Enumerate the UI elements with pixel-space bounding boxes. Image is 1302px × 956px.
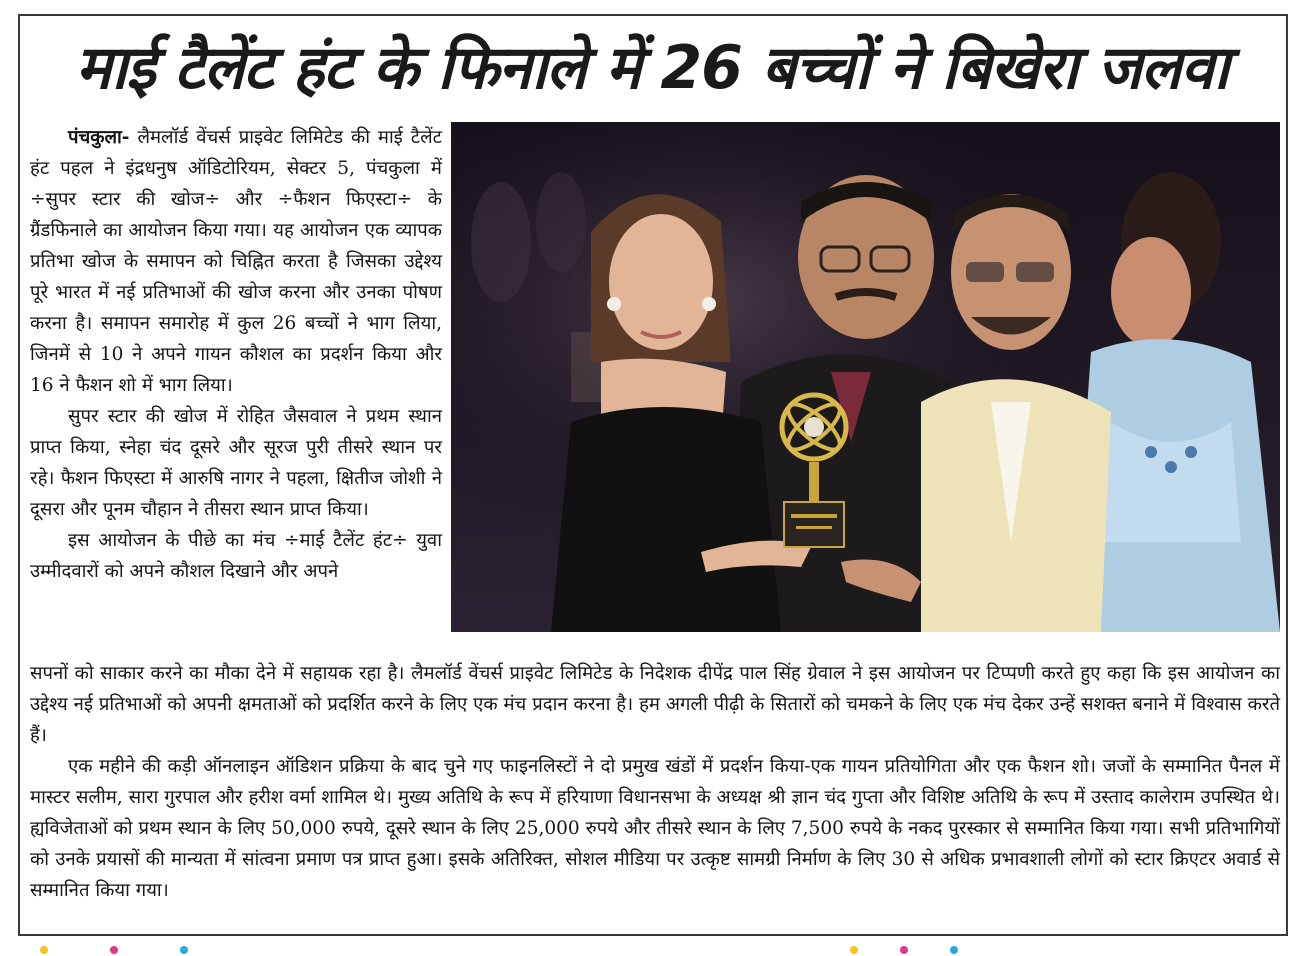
registration-dot: [900, 946, 908, 954]
registration-dot: [850, 946, 858, 954]
registration-dot: [110, 946, 118, 954]
registration-dot: [40, 946, 48, 954]
paragraph-2: सुपर स्टार की खोज में रोहित जैसवाल ने प्रथम स्थान प्राप्त किया, स्नेहा चंद दूसरे और सूरज पुरी तीसरे स्थान पर रहे। फैशन फिएस्टा में आरुषि नागर ने पहला, क्षितीज जोशी ने दूसरा और पूनम चौहान ने तीसरा स्थान प्राप्त किया।: [30, 406, 442, 520]
paragraph-3: इस आयोजन के पीछे का मंच ÷माई टैलेंट हंट÷ युवा उम्मीदवारों को अपने कौशल दिखाने और अपने: [30, 530, 442, 582]
headline: माई टैलेंट हंट के फिनाले में 26 बच्चों ने बिखेरा जलवा: [75, 33, 1229, 103]
paragraph-3-continued: सपनों को साकार करने का मौका देने में सहायक रहा है। लैमलॉर्ड वेंचर्स प्राइवेट लिमिटेड के निदेशक दीपेंद्र पाल सिंह ग्रेवाल ने इस आयोजन पर टिप्पणी करते हुए कहा कि इस आयोजन का उद्देश्य नई प्रतिभाओं को अपनी क्षमताओं को प्रदर्शित करने के लिए एक मंच प्रदान करना है। हम अगली पीढ़ी के सितारों को चमकने के लिए एक मंच देकर उन्हें सशक्त बनाने में विश्वास करते हैं।: [30, 663, 1280, 746]
article-column-left: [30, 122, 442, 587]
paragraph-1-text: लैमलॉर्ड वेंचर्स प्राइवेट लिमिटेड की माई टैलेंट हंट पहल ने इंद्रधनुष ऑडिटोरियम, सेक्टर 5, पंचकुला में ÷सुपर स्टार की खोज÷ और ÷फैशन फिएस्टा÷ के ग्रैंडफिनाले का आयोजन किया गया। यह आयोजन एक व्यापक प्रतिभा खोज के समापन को चिह्नित करता है जिसका उद्देश्य पूरे भारत में नई प्रतिभाओं की खोज करना और उनका पोषण करना है। समापन समारोह में कुल 26 बच्चों ने भाग लिया, जिनमें से 10 ने अपने गायन कौशल का प्रदर्शन किया और 16 ने फैशन शो में भाग लिया।: [30, 127, 442, 396]
registration-dot: [950, 946, 958, 954]
registration-dot: [180, 946, 188, 954]
award-ceremony-photo: [451, 122, 1280, 632]
photo-illustration: [451, 122, 1280, 632]
paragraph-1: [30, 122, 442, 401]
article-column-wide: [30, 658, 1280, 906]
registration-marks: [0, 944, 1302, 956]
paragraph-4: एक महीने की कड़ी ऑनलाइन ऑडिशन प्रक्रिया के बाद चुने गए फाइनलिस्टों ने दो प्रमुख खंडों में प्रदर्शन किया-एक गायन प्रतियोगिता और एक फैशन शो। जजों के सम्मानित पैनल में मास्टर सलीम, सारा गुरपाल और हरीश वर्मा शामिल थे। मुख्य अतिथि के रूप में हरियाणा विधानसभा के अध्यक्ष श्री ज्ञान चंद गुप्ता और विशिष्ट अतिथि के रूप में उस्ताद कालेराम उपस्थित थे। ह्यविजेताओं को प्रथम स्थान के लिए 50,000 रुपये, दूसरे स्थान के लिए 25,000 रुपये और तीसरे स्थान के लिए 7,500 रुपये के नकद पुरस्कार से सम्मानित किया गया। सभी प्रतिभागियों को उनके प्रयासों की मान्यता में सांत्वना प्रमाण पत्र प्राप्त हुआ। इसके अतिरिक्त, सोशल मीडिया पर उत्कृष्ट सामग्री निर्माण के लिए 30 से अधिक प्रभावशाली लोगों को स्टार क्रिएटर अवार्ड से सम्मानित किया गया।: [30, 756, 1280, 901]
dateline: पंचकुला-: [68, 127, 130, 148]
